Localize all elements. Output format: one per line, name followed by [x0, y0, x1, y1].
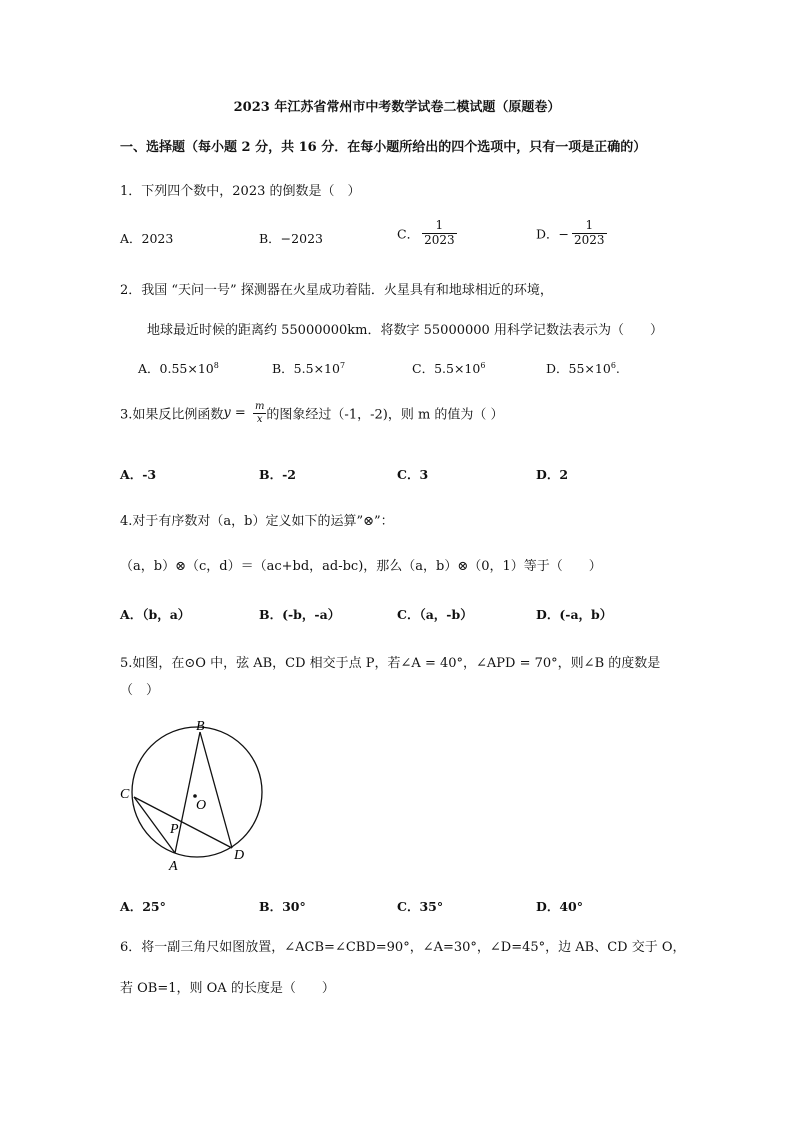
q2-option-b	[272, 359, 345, 377]
q3-option-b: B．-2	[259, 467, 296, 482]
q2-b-base: B．5.5×10	[272, 361, 340, 376]
q1-option-c-prefix: C．	[397, 226, 420, 242]
q1-d-denominator: 2023	[574, 232, 605, 247]
q3-numerator: m	[254, 401, 265, 412]
q3-option-d: D．2	[536, 467, 569, 482]
q5-option-a: A．25°	[120, 899, 166, 914]
label-p: P	[170, 822, 179, 837]
segment-ca	[134, 797, 175, 853]
q3-prefix: 3.如果反比例函数	[120, 407, 224, 423]
q1-option-a: A．2023	[120, 231, 174, 246]
q1-c-denominator: 2023	[424, 232, 455, 247]
q2-d-exponent: 6	[610, 360, 616, 370]
question-6-line1: 6．将一副三角尺如图放置，∠ACB=∠CBD=90°，∠A=30°，∠D=45°，边 AB、CD 交于 O，	[120, 940, 686, 955]
q2-d-tail: .	[615, 361, 620, 376]
q1-option-c	[397, 219, 457, 248]
q2-option-d	[546, 359, 620, 377]
chord-cd	[134, 797, 232, 848]
question-2-line2: 地球最近时候的距离约 55000000km．将数字 55000000 用科学记数法表示为（ ）	[147, 323, 663, 338]
q2-a-exponent: 8	[213, 360, 219, 370]
q1-option-b: B．−2023	[259, 231, 323, 246]
label-b: B	[196, 719, 205, 734]
question-4-line1: 4.对于有序数对（a，b）定义如下的运算”⊗”：	[120, 514, 394, 529]
q3-equals: =	[230, 405, 250, 421]
chord-ab	[175, 732, 200, 853]
q3-option-a: A．-3	[120, 467, 157, 482]
q2-option-c	[412, 359, 485, 377]
q3-suffix: 的图象经过（-1，-2)，则 m 的值为（ ）	[266, 407, 504, 423]
label-a: A	[169, 859, 178, 874]
q5-option-d: D．40°	[536, 899, 583, 914]
q2-option-a	[138, 359, 219, 377]
q5-option-b: B．30°	[259, 899, 306, 914]
question-2-line1: 2．我国 “天问一号” 探测器在火星成功着陆．火星具有和地球相近的环境，	[120, 283, 553, 298]
q2-b-exponent: 7	[339, 360, 346, 370]
q4-option-b: B．(-b，-a）	[259, 607, 341, 622]
label-c: C	[120, 787, 130, 802]
q4-option-d: D．(-a，b）	[536, 607, 613, 622]
circle-chord-diagram	[110, 712, 280, 877]
q3-option-c: C．3	[397, 467, 429, 482]
q3-y-var: y	[223, 405, 231, 421]
q1-c-numerator: 1	[422, 219, 457, 234]
q4-option-c: C．（a，-b）	[397, 607, 473, 622]
page-title: 2023 年江苏省常州市中考数学试卷二模试题（原题卷）	[233, 100, 561, 115]
q2-c-base: C．5.5×10	[412, 361, 481, 376]
question-5-line2: （ ）	[120, 683, 160, 698]
q2-d-base: D．55×10	[546, 361, 611, 376]
question-6-line2: 若 OB=1，则 OA 的长度是（ ）	[120, 981, 335, 996]
q5-option-c: C．35°	[397, 899, 444, 914]
label-d: D	[234, 848, 245, 863]
question-3-stem	[120, 401, 504, 425]
question-5-line1: 5.如图，在⊙O 中，弦 AB，CD 相交于点 P，若∠A = 40°，∠APD = 70°，则∠B 的度数是	[120, 656, 661, 671]
q2-a-base: A．0.55×10	[138, 361, 214, 376]
q2-c-exponent: 6	[480, 360, 486, 370]
q4-option-a: A．（b，a）	[120, 607, 191, 622]
question-1-stem: 1．下列四个数中，2023 的倒数是（ ）	[120, 184, 361, 199]
q3-denominator: x	[256, 413, 263, 425]
question-4-line2: （a，b）⊗（c，d）＝（ac+bd，ad-bc)，那么（a，b）⊗（0，1）等于（ ）	[120, 559, 602, 574]
label-o: O	[196, 798, 207, 813]
q1-d-numerator: 1	[572, 219, 607, 234]
q1-option-d	[536, 219, 607, 248]
q1-option-d-prefix: D．−	[536, 226, 569, 242]
segment-bd	[200, 732, 232, 848]
section-heading: 一、选择题（每小题 2 分，共 16 分．在每小题所给出的四个选项中，只有一项是正确的）	[120, 140, 647, 155]
